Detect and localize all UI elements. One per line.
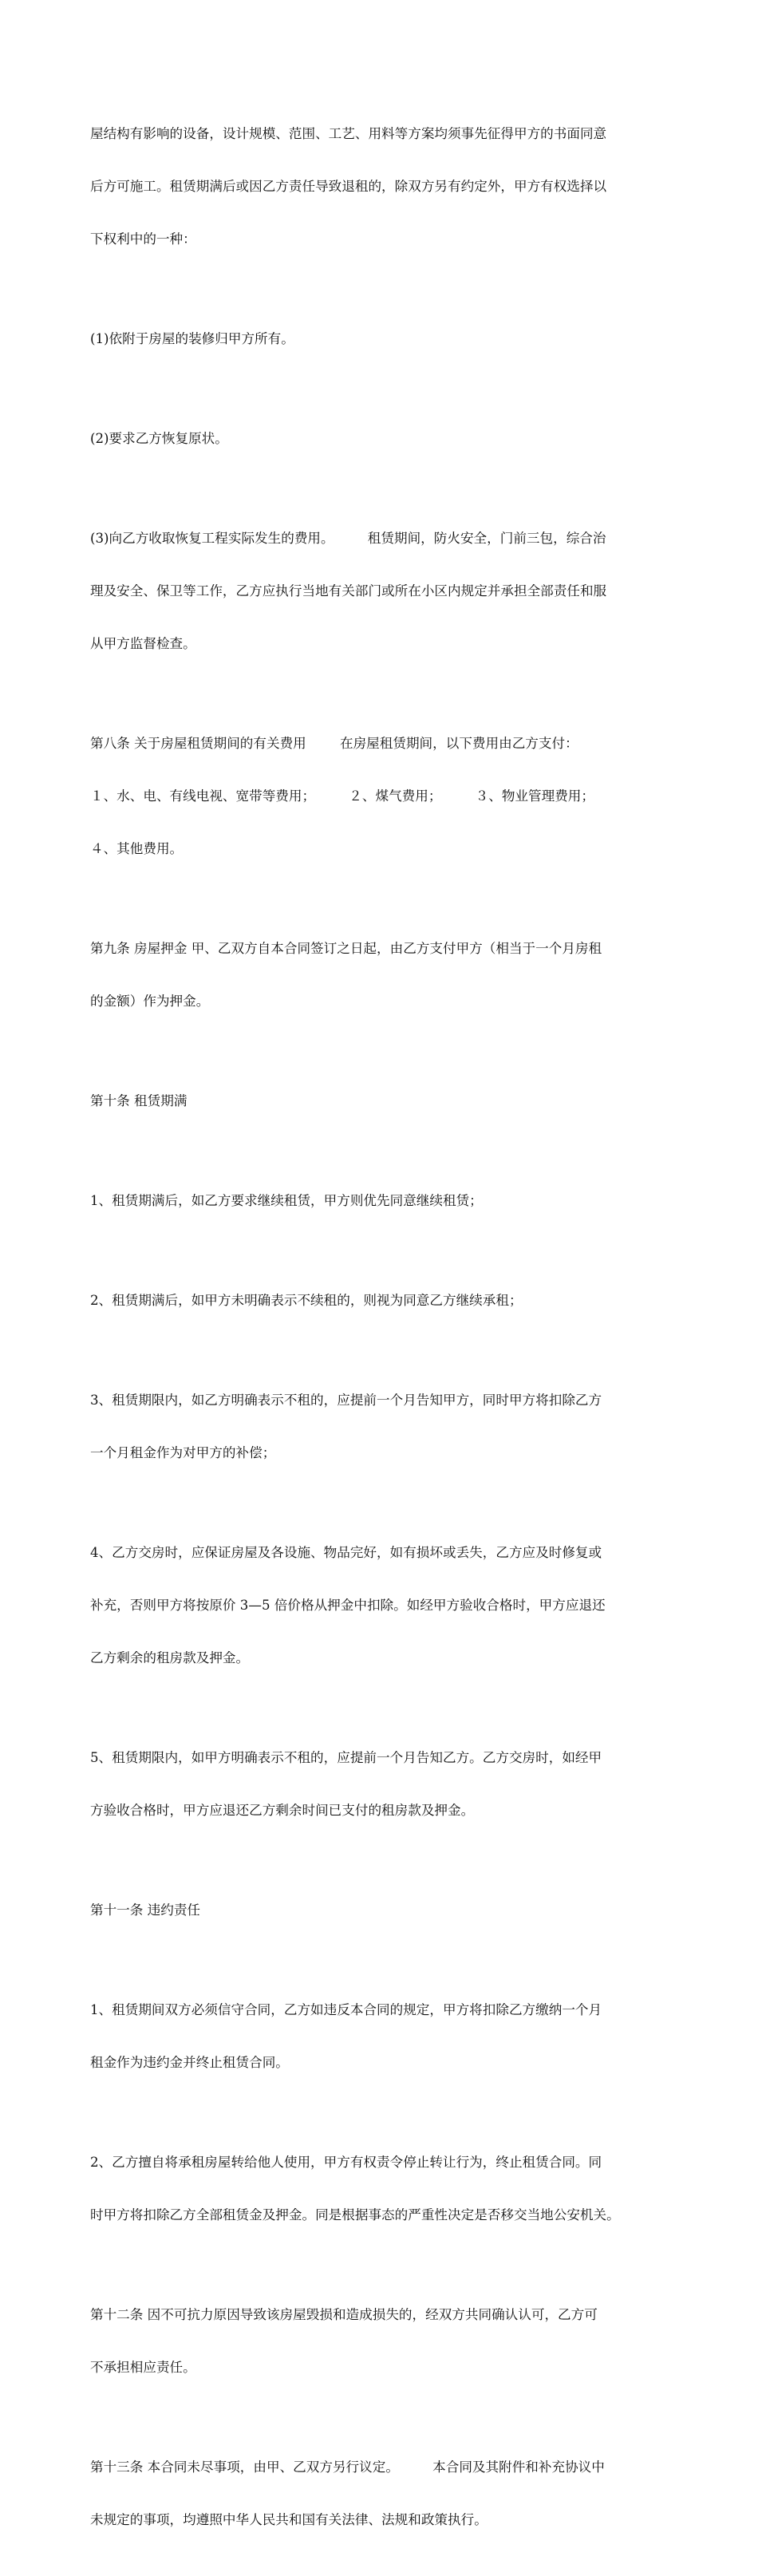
text-line: 的金额）作为押金。	[90, 994, 210, 1009]
text-line: (1)依附于房屋的装修归甲方所有。	[90, 331, 294, 346]
text-line: 2、租赁期满后，如甲方未明确表示不续租的，则视为同意乙方继续承租；	[90, 1293, 523, 1308]
text-line: 不承担相应责任。	[90, 2360, 196, 2375]
text-line: 方验收合格时，甲方应退还乙方剩余时间已支付的租房款及押金。	[90, 1803, 475, 1818]
text-line: 3、租赁期限内，如乙方明确表示不租的，应提前一个月告知甲方，同时甲方将扣除乙方	[90, 1393, 602, 1408]
text-line: １、水、电、有线电视、宽带等费用； ２、煤气费用； ３、物业管理费用；	[90, 788, 594, 804]
heading-article-11	[90, 1867, 681, 1954]
paragraph	[90, 90, 681, 283]
text-line: 租金作为违约金并终止租赁合同。	[90, 2055, 289, 2070]
paragraph	[90, 1509, 681, 1702]
text-line: 下权利中的一种：	[90, 231, 196, 247]
text-line: 未规定的事项，均遵照中华人民共和国有关法律、法规和政策执行。	[90, 2512, 488, 2527]
paragraph	[90, 1157, 681, 1245]
text-line: 2、乙方擅自将承租房屋转给他人使用，甲方有权责令停止转让行为，终止租赁合同。同	[90, 2155, 602, 2170]
text-line: (2)要求乙方恢复原状。	[90, 431, 228, 446]
paragraph	[90, 295, 681, 383]
paragraph-article-12	[90, 2271, 681, 2412]
text-line: 1、租赁期间双方必须信守合同，乙方如违反本合同的规定，甲方将扣除乙方缴纳一个月	[90, 2002, 602, 2017]
text-line: 5、租赁期限内，如甲方明确表示不租的，应提前一个月告知乙方。乙方交房时，如经甲	[90, 1750, 602, 1765]
text-line: 4、乙方交房时，应保证房屋及各设施、物品完好，如有损坏或丢失，乙方应及时修复或	[90, 1545, 602, 1560]
text-line: 1、租赁期满后，如乙方要求继续租赁，甲方则优先同意继续租赁；	[90, 1193, 483, 1208]
text-line: 第九条 房屋押金 甲、乙双方自本合同签订之日起，由乙方支付甲方（相当于一个月房租	[90, 941, 602, 956]
text-line: 从甲方监督检查。	[90, 636, 196, 651]
paragraph-article-13	[90, 2424, 681, 2564]
text-line: (3)向乙方收取恢复工程实际发生的费用。 租赁期间，防火安全，门前三包，综合治	[90, 531, 606, 546]
heading-article-10	[90, 1057, 681, 1145]
paragraph	[90, 495, 681, 688]
paragraph	[90, 1966, 681, 2107]
text-line: 理及安全、保卫等工作，乙方应执行当地有关部门或所在小区内规定并承担全部责任和服	[90, 583, 607, 599]
text-line: 第十二条 因不可抗力原因导致该房屋毁损和造成损失的，经双方共同确认认可，乙方可	[90, 2307, 598, 2322]
text-line: 第十一条 违约责任	[90, 1902, 201, 1918]
paragraph	[90, 1357, 681, 1497]
text-line: 时甲方将扣除乙方全部租赁金及押金。同是根据事态的严重性决定是否移交当地公安机关。	[90, 2207, 620, 2222]
text-line: 乙方剩余的租房款及押金。	[90, 1650, 250, 1665]
paragraph	[90, 395, 681, 483]
text-line: 屋结构有影响的设备，设计规模、范围、工艺、用料等方案均须事先征得甲方的书面同意	[90, 126, 607, 141]
text-line: 补充，否则甲方将按原价 3—5 倍价格从押金中扣除。如经甲方验收合格时，甲方应退还	[90, 1598, 606, 1613]
text-line: 第十条 租赁期满	[90, 1093, 188, 1108]
document-page	[90, 90, 681, 2576]
text-line: 一个月租金作为对甲方的补偿；	[90, 1445, 276, 1460]
paragraph-article-9	[90, 905, 681, 1045]
paragraph	[90, 1714, 681, 1855]
text-line: 第八条 关于房屋租赁期间的有关费用 在房屋租赁期间，以下费用由乙方支付：	[90, 736, 578, 751]
text-line: 第十三条 本合同未尽事项，由甲、乙双方另行议定。 本合同及其附件和补充协议中	[90, 2459, 605, 2475]
text-line: 后方可施工。租赁期满后或因乙方责任导致退租的，除双方另有约定外，甲方有权选择以	[90, 179, 607, 194]
paragraph	[90, 2119, 681, 2259]
paragraph-article-8	[90, 700, 681, 893]
text-line: ４、其他费用。	[90, 841, 184, 856]
paragraph	[90, 1257, 681, 1345]
